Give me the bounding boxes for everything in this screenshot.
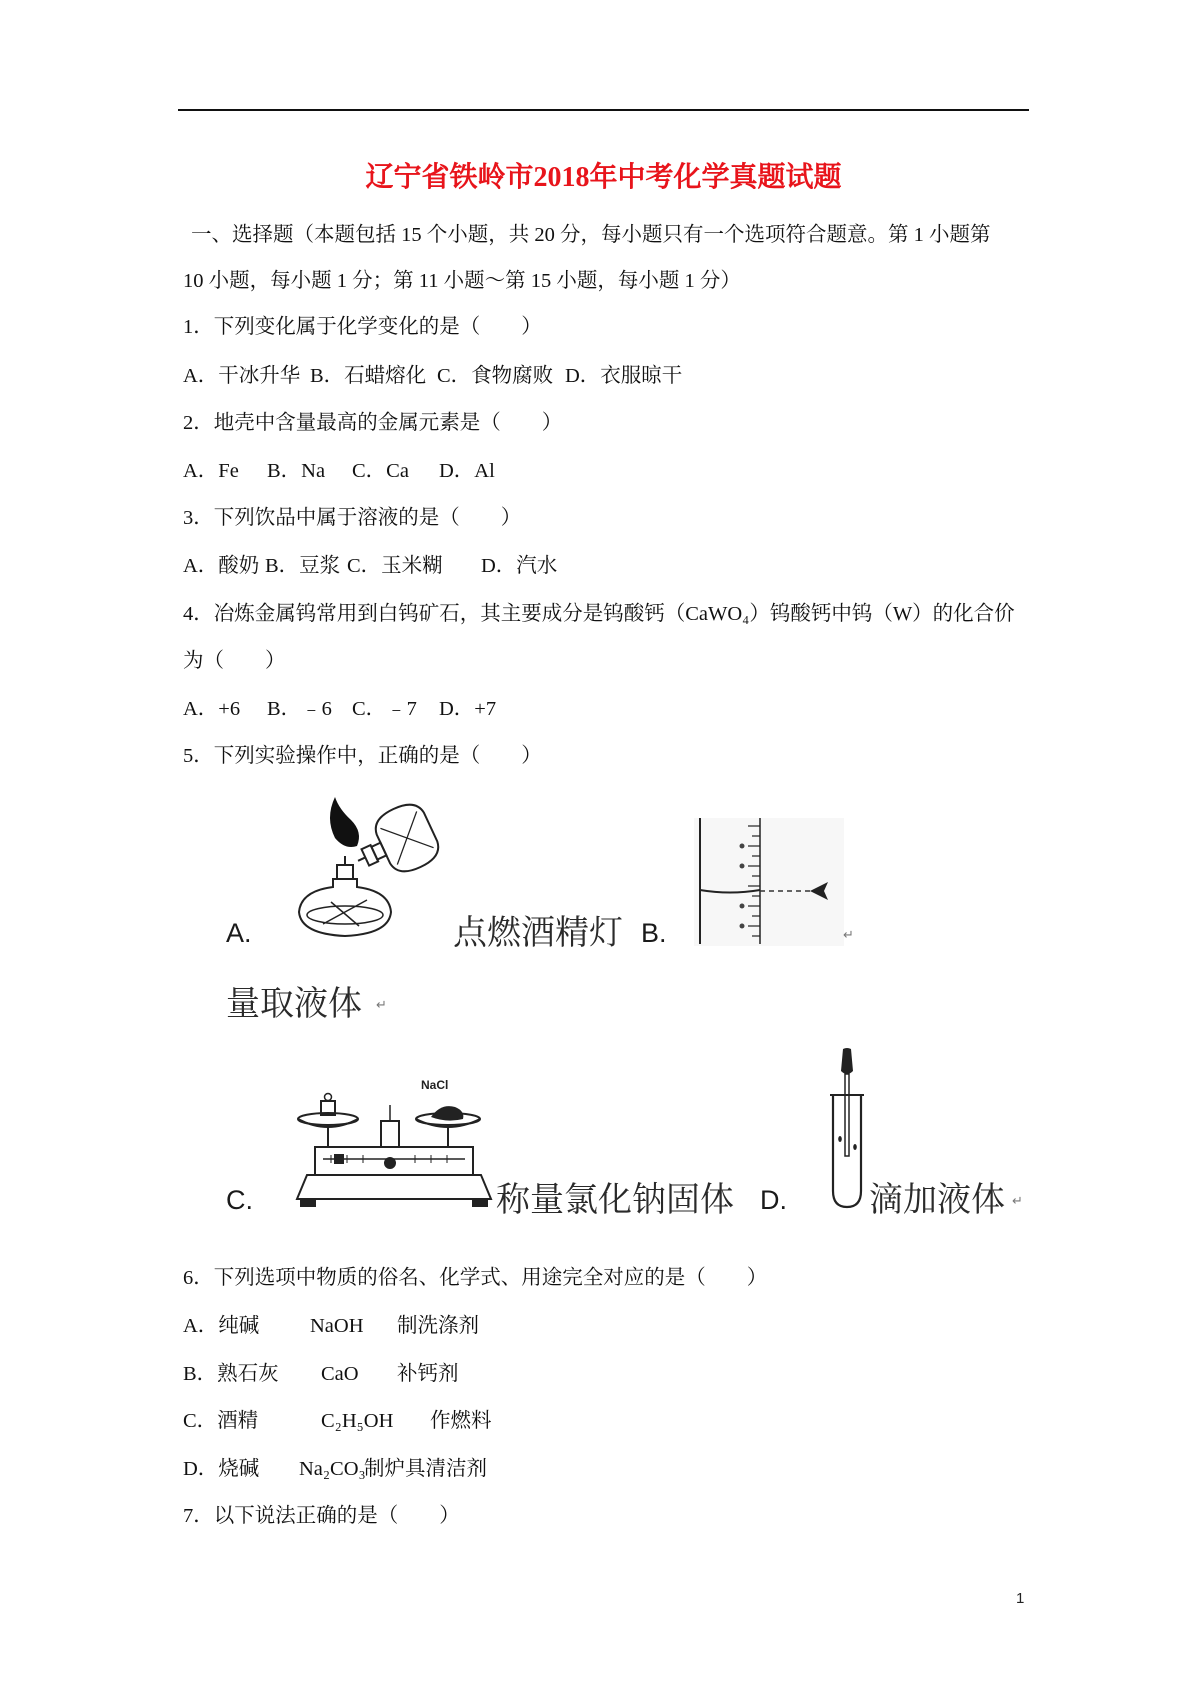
question-2-option-a: A．Fe (183, 460, 239, 482)
graduated-cylinder-figure (694, 818, 844, 946)
question-1-stem: 1．下列变化属于化学变化的是（ ） (183, 316, 542, 338)
question-6-option-d-label: D．烧碱 (183, 1458, 260, 1480)
question-6-option-b-label: B．熟石灰 (183, 1363, 279, 1385)
section-heading-line-2: 10 小题，每小题 1 分；第 11 小题～第 15 小题，每小题 1 分） (183, 270, 741, 292)
figure-d-label: D. (760, 1185, 787, 1215)
question-2-option-d: D．Al (439, 460, 495, 482)
question-6-option-b-use: 补钙剂 (397, 1363, 459, 1385)
page-title: 辽宁省铁岭市2018年中考化学真题试题 (365, 162, 842, 193)
question-7-stem: 7．以下说法正确的是（ ） (183, 1505, 460, 1527)
header-rule (178, 109, 1029, 111)
return-mark: ↵ (1012, 1194, 1023, 1209)
alcohol-lamp-figure (295, 794, 445, 940)
dropper-tube (845, 1074, 849, 1156)
weight-icon (321, 1094, 335, 1116)
page-number: 1 (1016, 1590, 1025, 1607)
question-6-option-a-use: 制洗涤剂 (397, 1315, 479, 1337)
question-5-stem: 5．下列实验操作中，正确的是（ ） (183, 745, 542, 767)
figure-b-caption: 量取液体 (226, 985, 362, 1023)
tilted-alcohol-lamp (345, 798, 445, 890)
figure-d-caption: 滴加液体 (869, 1181, 1005, 1219)
question-3-option-c: C．玉米糊 (347, 555, 443, 577)
question-4-option-d: D．+7 (439, 698, 497, 720)
question-6-option-d-use: 制炉具清洁剂 (364, 1458, 487, 1480)
question-4-stem-line-1: 4．冶炼金属钨常用到白钨矿石，其主要成分是钨酸钙（CaWO₄）钨酸钙中钨（W）的化合价 (183, 603, 1015, 625)
question-1-option-c: C．食物腐败 (437, 365, 554, 387)
nacl-pile (431, 1106, 463, 1120)
question-6-option-c-use: 作燃料 (430, 1410, 492, 1432)
question-2-option-b: B．Na (267, 460, 326, 482)
question-1-option-b: B．石蜡熔化 (310, 365, 427, 387)
figure-c-label: C. (226, 1185, 253, 1215)
flame-icon (330, 797, 359, 847)
question-3-option-d: D．汽水 (481, 555, 558, 577)
figure-a-label: A. (226, 918, 252, 948)
question-2-stem: 2．地壳中含量最高的金属元素是（ ） (183, 412, 563, 434)
lower-alcohol-lamp (299, 856, 391, 936)
figure-c-caption: 称量氯化钠固体 (496, 1181, 734, 1219)
question-6-option-a-formula: NaOH (310, 1315, 364, 1337)
dropper-bulb (841, 1048, 853, 1074)
balance (297, 1105, 491, 1206)
question-6-option-a-label: A．纯碱 (183, 1315, 260, 1337)
section-heading-line-1: 一、选择题（本题包括 15 个小题，共 20 分，每小题只有一个选项符合题意。第 1 小题第 (191, 224, 991, 246)
return-mark: ↵ (376, 998, 387, 1013)
question-6-option-c-label: C．酒精 (183, 1410, 259, 1432)
question-3-option-a: A．酸奶 (183, 555, 260, 577)
reagent-label: NaCl (421, 1078, 449, 1092)
test-tube (833, 1095, 861, 1207)
question-3-option-b: B．豆浆 (265, 555, 341, 577)
question-3-stem: 3．下列饮品中属于溶液的是（ ） (183, 507, 522, 529)
question-6-option-d-formula: Na₂CO₃ (299, 1458, 366, 1480)
question-2-option-c: C．Ca (352, 460, 409, 482)
question-6-option-b-formula: CaO (321, 1363, 359, 1385)
question-1-option-a: A．干冰升华 (183, 365, 301, 387)
test-tube-figure (829, 1047, 865, 1211)
question-4-stem-line-2: 为（ ） (183, 650, 286, 672)
question-6-option-c-formula: C₂H₅OH (321, 1410, 394, 1432)
question-4-option-b: B．﹣6 (267, 698, 332, 720)
balance-figure (295, 1075, 495, 1209)
question-4-option-c: C．﹣7 (352, 698, 417, 720)
figure-b-label: B. (641, 918, 667, 948)
question-6-stem: 6．下列选项中物质的俗名、化学式、用途完全对应的是（ ） (183, 1267, 768, 1289)
question-1-option-d: D．衣服晾干 (565, 365, 683, 387)
question-4-option-a: A．+6 (183, 698, 241, 720)
return-mark: ↵ (843, 928, 854, 943)
figure-a-caption: 点燃酒精灯 (453, 914, 623, 952)
